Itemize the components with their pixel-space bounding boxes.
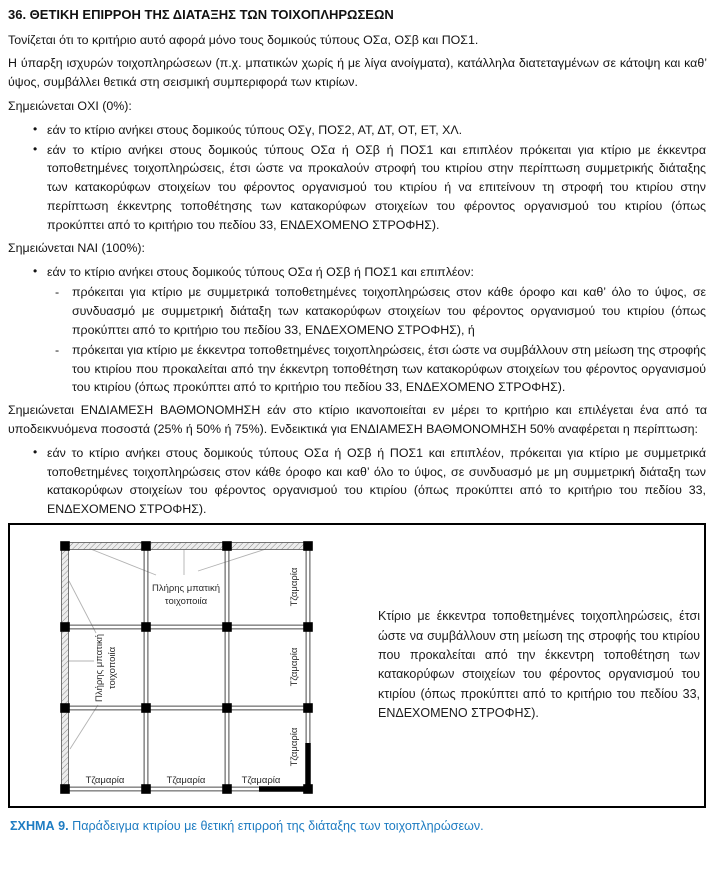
left-masonry-label-line1: Πλήρης μπατική: [94, 634, 105, 703]
glazing-label-bottom-2: Τζαμαρία: [166, 775, 206, 787]
floor-plan-diagram: [56, 537, 318, 803]
yes-100-percent-heading: Σημειώνεται ΝΑΙ (100%):: [8, 241, 145, 256]
figure-caption-label: ΣΧΗΜΑ 9.: [10, 819, 69, 834]
intermediate-bullet-list: [8, 444, 707, 520]
glazing-label-bottom-1: Τζαμαρία: [85, 775, 125, 787]
section-title: 36. ΘΕΤΙΚΗ ΕΠΙΡΡΟΗ ΤΗΣ ΔΙΑΤΑΞΗΣ ΤΩΝ ΤΟΙΧΟΠΛΗΡΩΣΕΩΝ: [8, 7, 394, 22]
sub-list-item: [8, 341, 707, 398]
left-masonry-wall: [62, 546, 69, 789]
list-item-text: εάν το κτίριο ανήκει στους δομικούς τύπους ΟΣα ή ΟΣβ ή ΠΟΣ1 και επιπλέον:: [47, 264, 474, 279]
sub-list-item-text: πρόκειται για κτίριο με έκκεντρα τοποθετημένες τοιχοπληρώσεις, έτσι ώστε να συμβάλλουν στη μείωση της στροφής του κτιρίου που προκαλείται από την έκκεντρη τοποθέτηση των κατακορύφων στοιχείων του φέροντος οργανισμού του κτιρίου (όπως προκύπτει από το κριτήριο του πεδίου 33, ΕΝΔΕΧΟΜΕΝΟ ΣΤΡΟΦΗΣ).: [72, 342, 706, 395]
dash-marker: -: [55, 342, 60, 357]
list-item: [8, 121, 707, 140]
intro-paragraph-2: Η ύπαρξη ισχυρών τοιχοπληρώσεων (π.χ. μπατικών χωρίς ή με λίγα ανοίγματα), κατάλληλα διατεταγμένων σε κάτοψη και καθ’ ύψος, συμβάλλει θετικά στη σεισμική συμπεριφορά των κτιρίων.: [8, 56, 707, 90]
figure-caption-text: Παράδειγμα κτιρίου με θετική επιρροή της διάταξης των τοιχοπληρώσεων.: [72, 819, 484, 834]
top-masonry-wall: [65, 543, 308, 550]
no-bullet-list: [8, 121, 707, 235]
dash-marker: -: [55, 284, 60, 299]
top-masonry-label-line1: Πλήρης μπατική: [151, 583, 221, 595]
list-item: [8, 444, 707, 520]
figure-caption: [10, 817, 707, 836]
left-masonry-label-line2: τοιχοποιία: [107, 647, 118, 690]
figure-side-text: Κτίριο με έκκεντρα τοποθετημένες τοιχοπληρώσεις, έτσι ώστε να συμβάλλουν στη μείωση της στροφής του κτιρίου που προκαλείται από την έκκεντρη τοποθέτηση των κατακορύφων στοιχείων του φέροντος οργανισμού του κτιρίου (όπως προκύπτει από το κριτήριο του πεδίου 33, ΕΝΔΕΧΟΜΕΝΟ ΣΤΡΟΦΗΣ).: [378, 609, 700, 721]
bullet-marker: •: [33, 444, 38, 459]
bullet-marker: •: [33, 121, 38, 136]
plan-labels: [86, 567, 300, 786]
glazing-label-right-3: Τζαμαρία: [289, 727, 300, 767]
list-item-text: εάν το κτίριο ανήκει στους δομικούς τύπους ΟΣα ή ΟΣβ ή ΠΟΣ1 και επιπλέον, πρόκειται για κτίριο με συμμετρικά τοποθετημένες τοιχοπληρώσεις στον κάθε όροφο και καθ’ όλο το ύψος, σε συνδυασμό με μη συμμετρική διάταξη των κατακορύφων στοιχείων του φέροντος οργανισμού του κτιρίου (όπως προκύπτει από το κριτήριο του πεδίου 33, ΕΝΔΕΧΟΜΕΝΟ ΣΤΡΟΦΗΣ).: [47, 445, 706, 517]
glazing-label-right-1: Τζαμαρία: [289, 567, 300, 607]
glazing-label-right-2: Τζαμαρία: [289, 647, 300, 687]
top-masonry-label-line2: τοιχοποιία: [164, 596, 208, 608]
no-0-percent-heading: Σημειώνεται ΟΧΙ (0%):: [8, 98, 132, 113]
list-item: [8, 263, 707, 282]
sub-list-item: [8, 283, 707, 340]
bullet-marker: •: [33, 263, 38, 278]
sub-list-item-text: πρόκειται για κτίριο με συμμετρικά τοποθετημένες τοιχοπληρώσεις στον κάθε όροφο και καθ’ όλο το ύψος, σε συνδυασμό με συμμετρική διάταξη των κατακορύφων στοιχείων του φέροντος οργανισμού του κτιρίου (όπως προκύπτει από το κριτήριο του πεδίου 33, ΕΝΔΕΧΟΜΕΝΟ ΣΤΡΟΦΗΣ), ή: [72, 284, 706, 337]
bullet-marker: •: [33, 141, 38, 156]
list-item: [8, 141, 707, 236]
intro-paragraph-1: Τονίζεται ότι το κριτήριο αυτό αφορά μόνο τους δομικούς τύπους ΟΣα, ΟΣβ και ΠΟΣ1.: [8, 33, 479, 47]
list-item-text: εάν το κτίριο ανήκει στους δομικούς τύπους ΟΣγ, ΠΟΣ2, ΑΤ, ΔΤ, ΟΤ, ΕΤ, ΧΛ.: [47, 122, 463, 137]
list-item-text: εάν το κτίριο ανήκει στους δομικούς τύπους ΟΣα ή ΟΣβ ή ΠΟΣ1 και επιπλέον πρόκειται για κτίριο με έκκεντρα τοποθετημένες τοιχοπληρώσεις, έτσι ώστε να προκαλούν στροφή του κτιρίου στην περίπτωση συμμετρικής διάταξης των κατακορύφων στοιχείων του φέροντος οργανισμού του κτιρίου ή να επιτείνουν τη στροφή του κτιρίου στην περίπτωση έκκεντρης τοποθέτησης των κατακορύφων στοιχείων του φέροντος οργανισμού του κτιρίου (όπως προκύπτει από το κριτήριο του πεδίου 33, ΕΝΔΕΧΟΜΕΝΟ ΣΤΡΟΦΗΣ).: [47, 142, 706, 233]
intermediate-calibration-paragraph: Σημειώνεται ΕΝΔΙΑΜΕΣΗ ΒΑΘΜΟΝΟΜΗΣΗ εάν στο κτίριο ικανοποιείται εν μέρει το κριτήριο και επιλέγεται ένα από τα υποδεικνυόμενα ποσοστά (25% ή 50% ή 75%). Ενδεικτικά για ΕΝΔΙΑΜΕΣΗ ΒΑΘΜΟΝΟΜΗΣΗ 50% αναφέρεται η περίπτωση:: [8, 403, 707, 437]
figure-box: [8, 523, 706, 808]
glazing-label-bottom-3: Τζαμαρία: [241, 775, 281, 787]
yes-bullet-list: [8, 263, 707, 397]
